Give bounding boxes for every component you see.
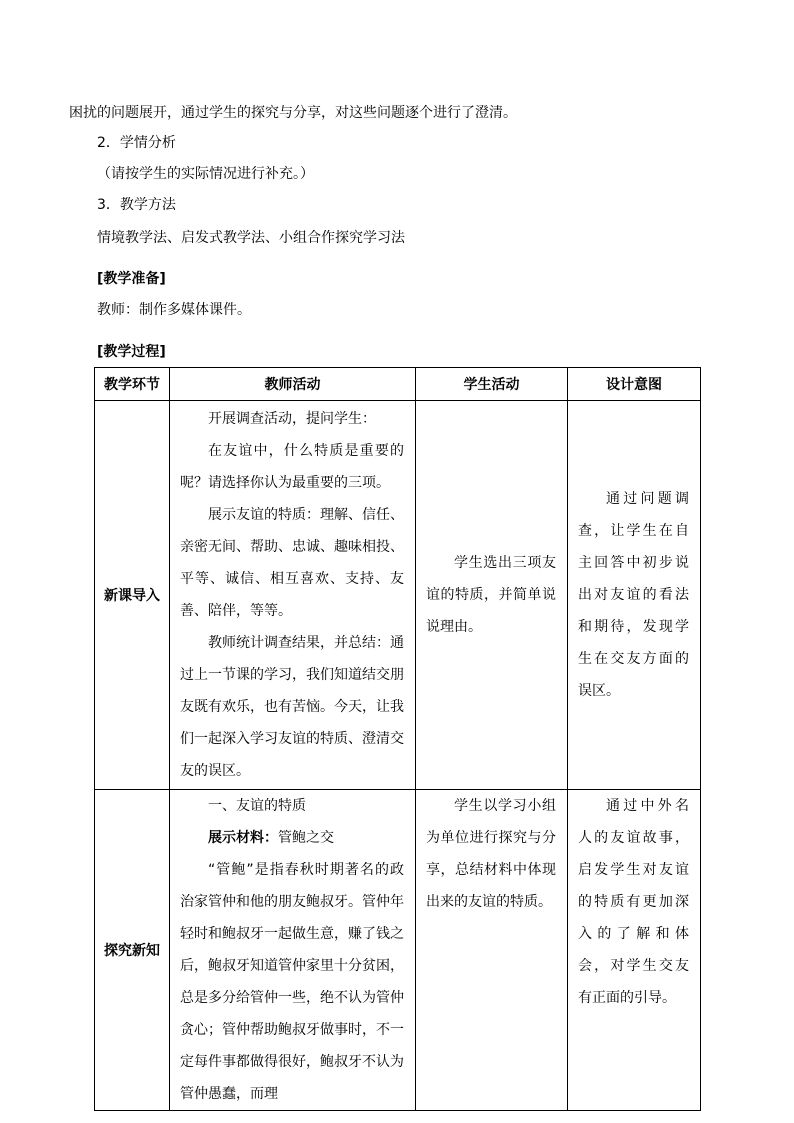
section-heading-teaching-methods: 3．教学方法 [97,197,176,213]
teacher-activity-cell [170,401,416,790]
phase-cell: 新课导入 [95,401,170,790]
design-intent-cell [568,401,701,790]
table-row [95,401,701,790]
table-row [95,790,701,1111]
phase-cell: 探究新知 [95,790,170,1111]
teacher-activity-paragraph: 一、友谊的特质 [208,798,306,814]
student-activity-text: 学生选出三项友谊的特质，并简单说说理由。 [426,555,556,635]
material-label: 展示材料： [208,830,278,846]
learning-analysis-note: （请按学生的实际情况进行补充。） [97,166,314,182]
material-title: 管鲍之交 [278,830,334,846]
intro-paragraph-end: 困扰的问题展开，通过学生的探究与分享，对这些问题逐个进行了澄清。 [69,105,517,121]
student-activity-cell [416,790,568,1111]
design-intent-cell [568,790,701,1111]
header-student-activity: 学生活动 [416,368,568,401]
teaching-process-table [94,367,701,1111]
teaching-preparation-heading: [教学准备] [97,271,166,287]
teacher-activity-paragraph: 开展调查活动，提问学生： [208,411,376,427]
teacher-activity-paragraph: “管鲍”是指春秋时期著名的政治家管仲和他的朋友鲍叔牙。管仲年轻时和鲍叔牙一起做生意，赚了钱之后，鲍叔牙知道管仲家里十分贫困，总是多分给管仲一些，绝不认为管仲贪心；管仲帮助鲍叔牙做事时，不一定每件事都做得很好，鲍叔牙不认为管仲愚蠢，而理 [180,862,404,1102]
teacher-activity-paragraph: 展示友谊的特质：理解、信任、亲密无间、帮助、忠诚、趣味相投、平等、诚信、相互喜欢、支持、友善、陪伴，等等。 [180,507,404,619]
student-activity-cell [416,401,568,790]
header-teacher-activity: 教师活动 [170,368,416,401]
design-intent-text: 通过中外名人的友谊故事，启发学生对友谊的特质有更加深入的了解和体会，对学生交友有正面的引导。 [578,798,689,1006]
teaching-process-heading: [教学过程] [97,344,166,360]
section-heading-learning-analysis: 2．学情分析 [97,135,176,151]
header-phase: 教学环节 [95,368,170,401]
student-activity-text: 学生以学习小组为单位进行探究与分享，总结材料中体现出来的友谊的特质。 [426,798,556,910]
teacher-activity-paragraph [180,822,404,854]
design-intent-text: 通过问题调查，让学生在自主回答中初步说出对友谊的看法和期待，发现学生在交友方面的误区。 [578,491,689,699]
teacher-activity-paragraph: 教师统计调查结果，并总结：通过上一节课的学习，我们知道结交朋友既有欢乐，也有苦恼。今天，让我们一起深入学习友谊的特质、澄清交友的误区。 [180,635,404,779]
teacher-activity-paragraph: 在友谊中，什么特质是重要的呢？请选择你认为最重要的三项。 [180,443,404,491]
teaching-methods-text: 情境教学法、启发式教学法、小组合作探究学习法 [97,230,405,246]
header-design-intent: 设计意图 [568,368,701,401]
teacher-activity-cell [170,790,416,1111]
teaching-preparation-text: 教师：制作多媒体课件。 [97,302,251,318]
table-header-row [95,368,701,401]
